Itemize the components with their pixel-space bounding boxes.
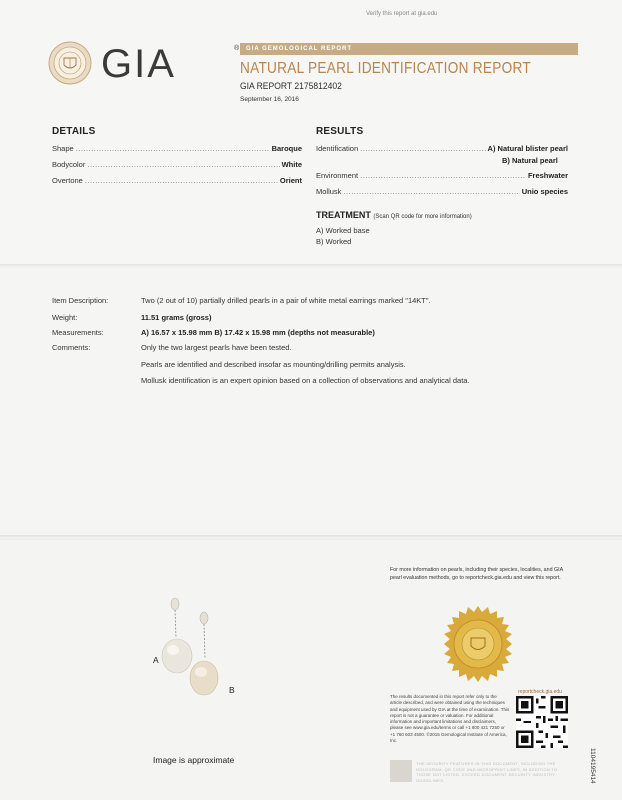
treatment-heading <box>316 210 472 220</box>
reportcheck-label[interactable]: reportcheck.gia.edu <box>518 689 562 695</box>
results-row-mollusk: Mollusk ..... Unio species <box>316 187 568 196</box>
report-banner: GIA GEMOLOGICAL REPORT <box>240 43 578 55</box>
pearl-label-b: B <box>229 685 235 695</box>
gia-seal-icon <box>48 41 92 85</box>
results-heading: RESULTS <box>316 126 364 137</box>
weight-value: 11.51 grams (gross) <box>141 313 212 322</box>
comment-line-2: Pearls are identified and described insofar as mounting/drilling permits analysis. <box>141 360 406 369</box>
qr-code-icon[interactable] <box>516 696 568 748</box>
disclaimer-text: The results documented in this report refer only to the article described, and were obtained using the techniques and equipment used by GIA at the time of examination. This report is not a guarantee or valuation. For additional information and important limitations and disclaimers, please see www.gia.edu/terms or call +1 800 421 7250 or +1 760 603 4500. ©2015 Gemological Institute of America, Inc. <box>390 694 510 744</box>
comment-line-1: Only the two largest pearls have been tested. <box>141 343 292 352</box>
registered-mark: ® <box>234 45 240 52</box>
details-row-shape: Shape ..... Baroque <box>52 144 302 153</box>
image-caption: Image is approximate <box>153 755 235 765</box>
treatment-item-a: A) Worked base <box>316 226 370 235</box>
comment-line-3: Mollusk identification is an expert opinion based on a collection of observations and analytical data. <box>141 376 470 385</box>
treatment-item-b: B) Worked <box>316 237 352 246</box>
gold-hologram-seal-icon <box>440 606 516 682</box>
security-seal-icon <box>390 760 412 782</box>
comments-label: Comments: <box>52 343 91 352</box>
results-row-identification: Identification ..... A) Natural blister pearl <box>316 144 568 153</box>
treatment-title: TREATMENT <box>316 210 371 220</box>
item-description-value: Two (2 out of 10) partially drilled pearls in a pair of white metal earrings marked "14KT". <box>141 296 431 305</box>
report-number: GIA REPORT 2175812402 <box>240 81 342 92</box>
gia-logo-text: GIA <box>101 42 176 86</box>
item-description-label: Item Description: <box>52 296 109 305</box>
more-info-text: For more information on pearls, including their species, localities, and GIA pearl evaluation methods, go to reportcheck.gia.edu and view this report. <box>390 567 563 582</box>
security-text: THE SECURITY FEATURES IN THIS DOCUMENT, INCLUDING THE HOLOGRAM, QR CODE AND MICROPRINT LINES, IN ADDITION TO THOSE NOT LISTED, EXCEED DOCUMENT SECURITY INDUSTRY GUIDELINES. <box>416 761 558 783</box>
gia-logo <box>48 41 240 91</box>
report-middle-panel <box>0 268 622 536</box>
report-date: September 16, 2016 <box>240 96 299 103</box>
details-row-bodycolor: Bodycolor ..... White <box>52 160 302 169</box>
treatment-note: (Scan QR code for more information) <box>373 214 472 220</box>
measurements-label: Measurements: <box>52 328 104 337</box>
pearl-earrings-image <box>160 592 240 712</box>
results-row-environment: Environment ..... Freshwater <box>316 171 568 180</box>
details-row-overtone: Overtone ..... Orient <box>52 176 302 185</box>
weight-label: Weight: <box>52 313 78 322</box>
verify-link[interactable]: Verify this report at gia.edu <box>366 11 438 17</box>
pearl-label-a: A <box>153 655 159 665</box>
serial-number: 1104195414 <box>589 748 596 784</box>
identification-b: B) Natural pearl <box>502 156 558 165</box>
measurements-value: A) 16.57 x 15.98 mm B) 17.42 x 15.98 mm (depths not measurable) <box>141 328 375 337</box>
details-heading: DETAILS <box>52 126 96 137</box>
report-title: NATURAL PEARL IDENTIFICATION REPORT <box>240 60 531 77</box>
